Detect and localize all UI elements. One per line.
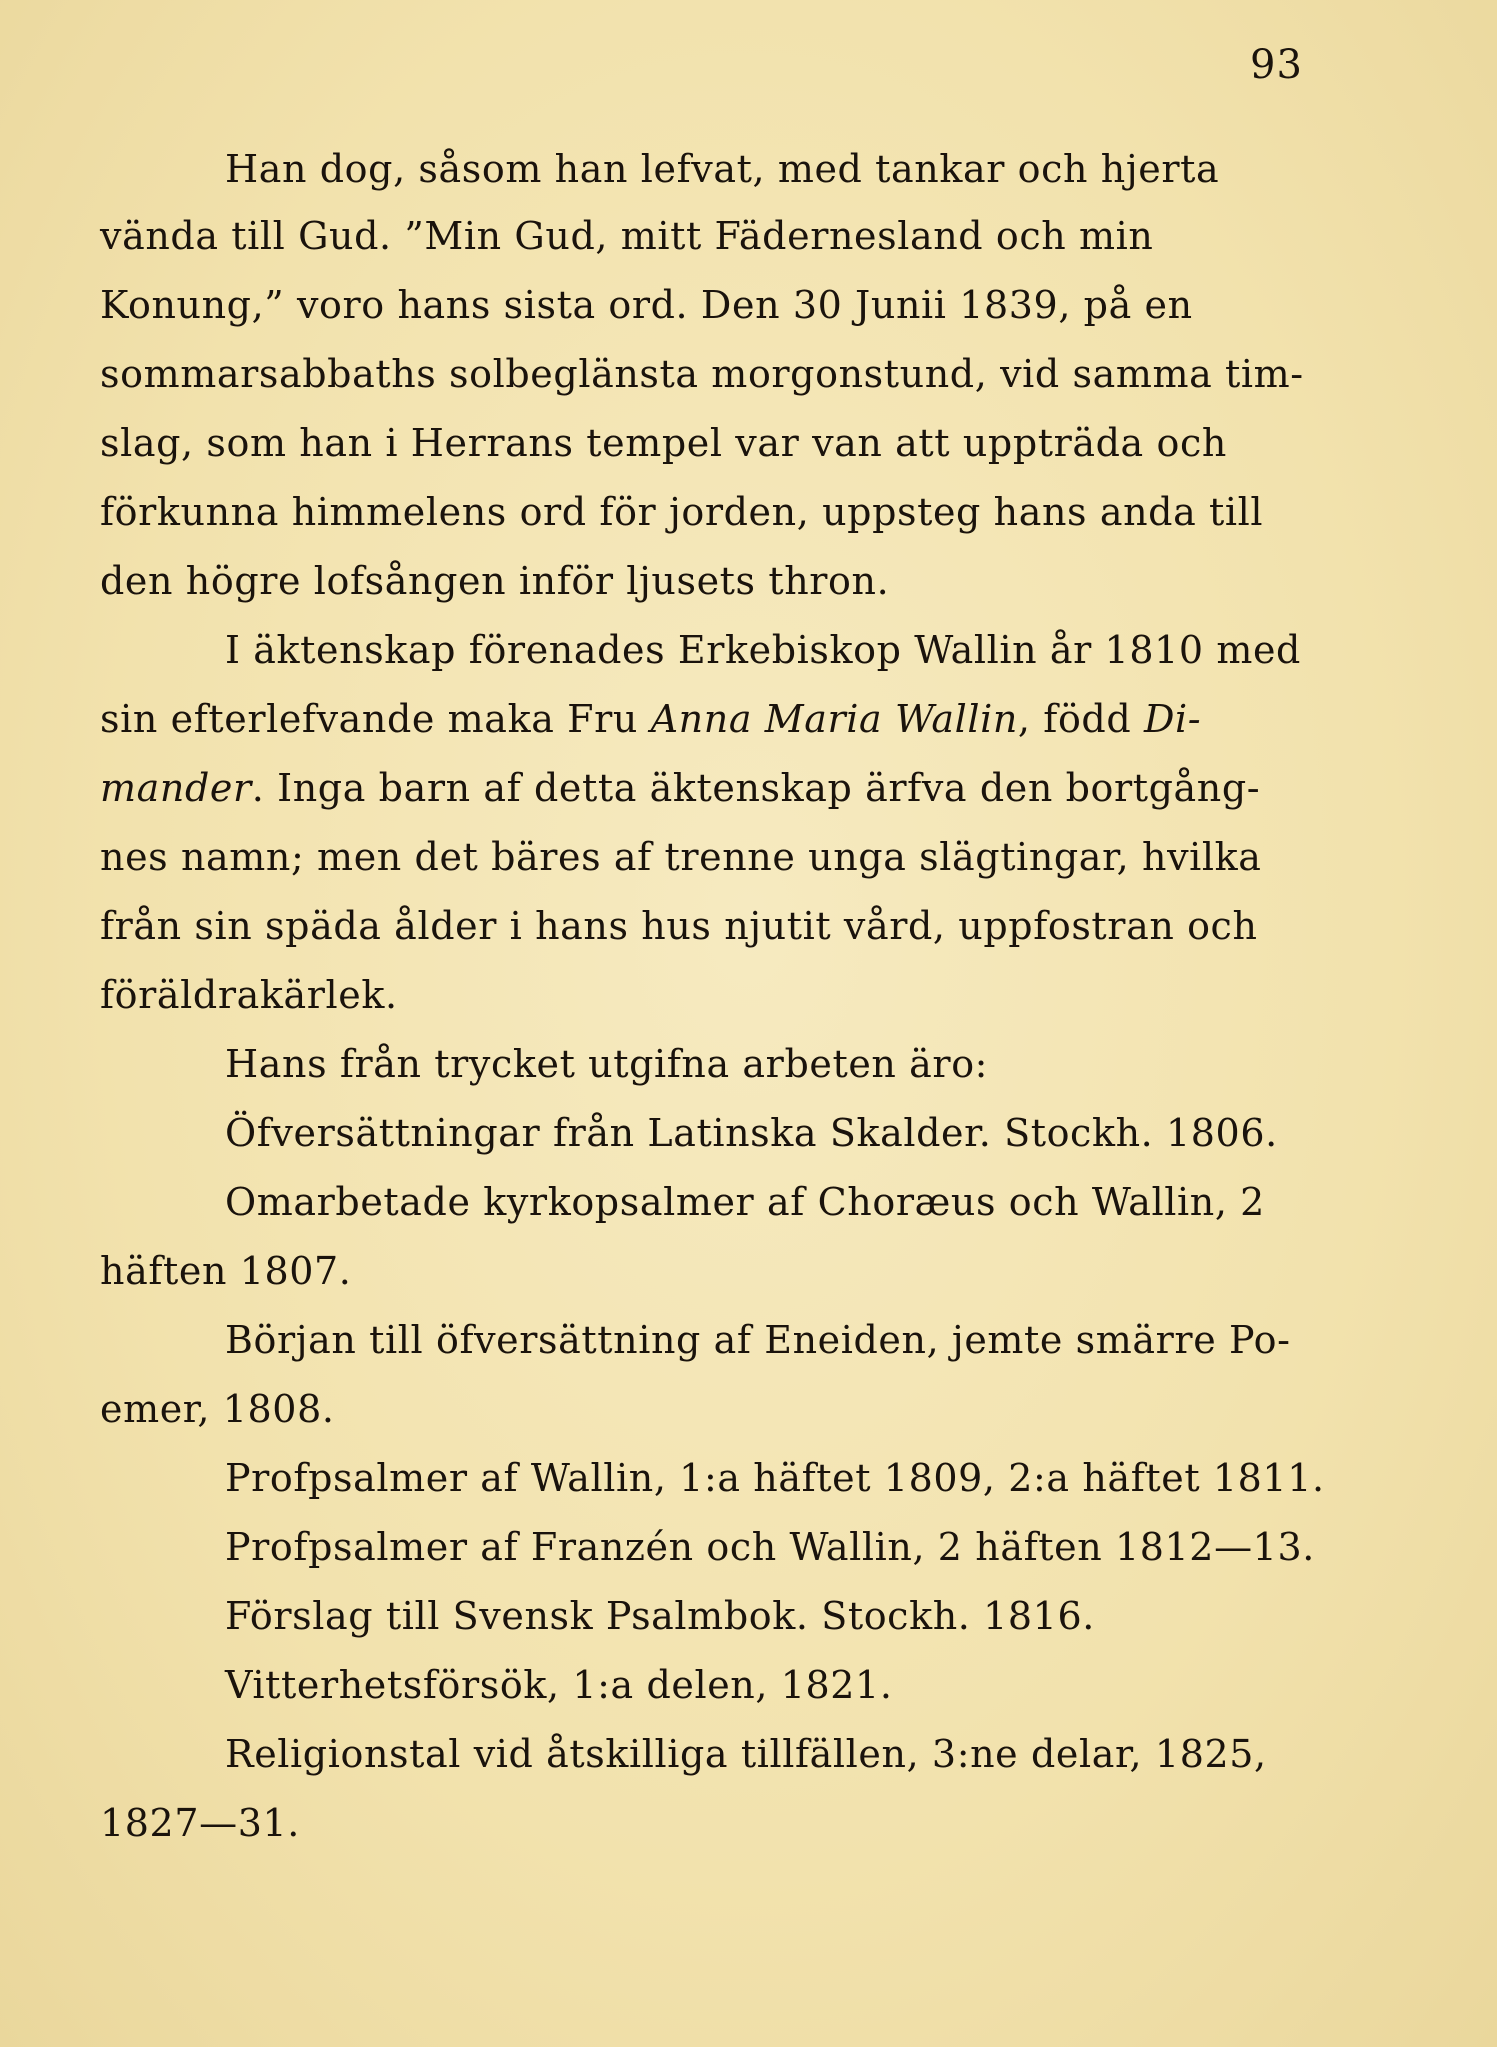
text-line: den högre lofsången inför ljusets thron.: [100, 559, 890, 603]
text-line: I äktenskap förenades Erkebiskop Wallin år 1810 med: [225, 628, 1301, 672]
italic-name: Anna Maria Wallin: [650, 697, 1018, 741]
text-fragment: . Inga barn af detta äktenskap ärfva den bortgång-: [251, 766, 1261, 810]
text-line: Profpsalmer af Wallin, 1:a häftet 1809, 2:a häftet 1811.: [225, 1456, 1325, 1500]
text-line: nes namn; men det bäres af trenne unga slägtingar, hvilka: [100, 835, 1262, 879]
text-line: Han dog, såsom han lefvat, med tankar och hjerta: [225, 147, 1220, 191]
text-line: förkunna himmelens ord för jorden, uppsteg hans anda till: [100, 490, 1264, 534]
italic-name: mander: [100, 766, 252, 810]
text-line: Öfversättningar från Latinska Skalder. Stockh. 1806.: [225, 1111, 1278, 1155]
text-line: 1827—31.: [100, 1801, 300, 1845]
text-line: Profpsalmer af Franzén och Wallin, 2 häften 1812—13.: [225, 1525, 1315, 1569]
text-fragment: , född: [1017, 697, 1144, 741]
text-line: [100, 697, 1202, 741]
text-line: från sin späda ålder i hans hus njutit vård, uppfostran och: [100, 904, 1258, 948]
text-fragment: sin efterlefvande maka Fru: [100, 697, 651, 741]
text-line: vända till Gud. ”Min Gud, mitt Fädernesland och min: [100, 214, 1154, 258]
text-line: Förslag till Svensk Psalmbok. Stockh. 1816.: [225, 1594, 1095, 1638]
text-line: Hans från trycket utgifna arbeten äro:: [225, 1042, 989, 1086]
italic-name: Di-: [1143, 697, 1202, 741]
text-line: Religionstal vid åtskilliga tillfällen, 3:ne delar, 1825,: [225, 1732, 1267, 1776]
text-line: slag, som han i Herrans tempel var van att uppträda och: [100, 421, 1227, 465]
text-line: sommarsabbaths solbeglänsta morgonstund, vid samma tim-: [100, 352, 1304, 396]
page-number: 93: [1250, 42, 1303, 88]
text-line: Vitterhetsförsök, 1:a delen, 1821.: [225, 1663, 893, 1707]
text-line: emer, 1808.: [100, 1387, 335, 1431]
text-line: Konung,” voro hans sista ord. Den 30 Junii 1839, på en: [100, 283, 1193, 327]
text-line: [100, 766, 1261, 810]
text-line: Omarbetade kyrkopsalmer af Choræus och Wallin, 2: [225, 1180, 1265, 1224]
text-line: häften 1807.: [100, 1249, 352, 1293]
text-line: föräldrakärlek.: [100, 973, 398, 1017]
text-line: Början till öfversättning af Eneiden, jemte smärre Po-: [225, 1318, 1291, 1362]
